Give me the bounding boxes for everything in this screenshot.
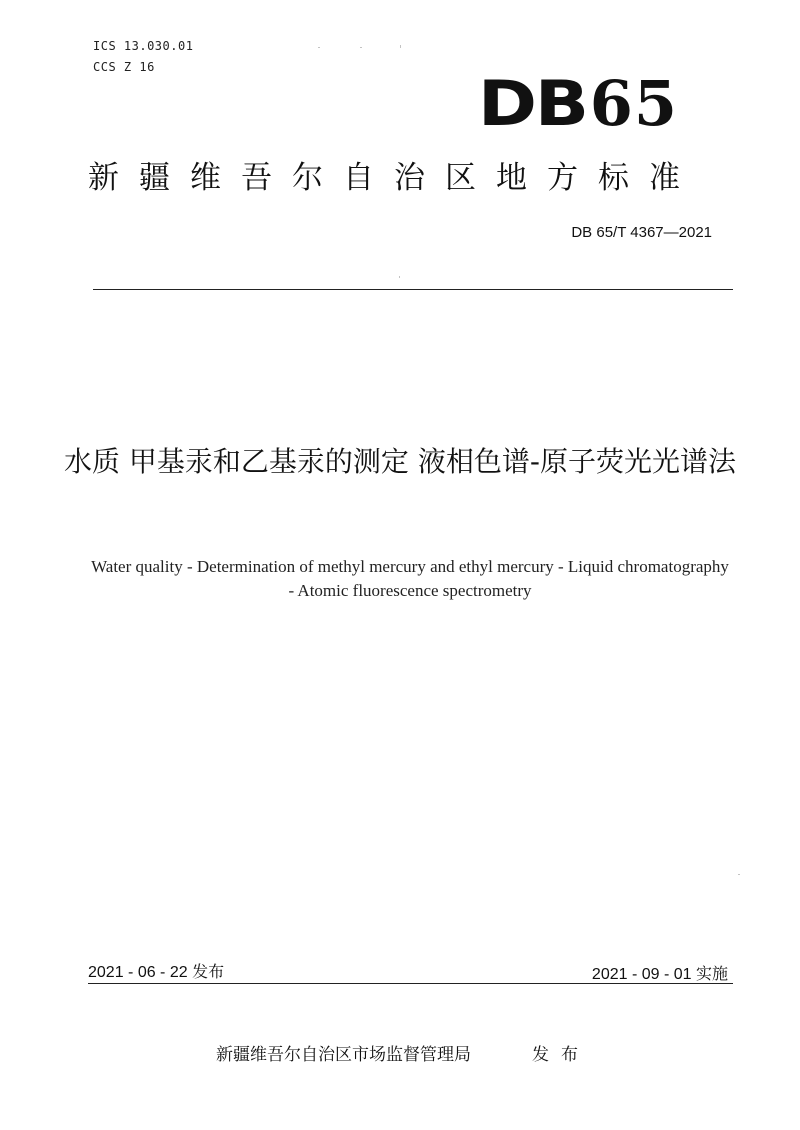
standard-level-heading: 新疆维吾尔自治区地方标准 bbox=[88, 160, 700, 196]
top-divider bbox=[93, 289, 733, 290]
bottom-divider bbox=[88, 983, 733, 984]
issuing-authority: 新疆维吾尔自治区市场监督管理局 bbox=[216, 1045, 471, 1065]
scan-speck bbox=[360, 47, 362, 48]
implementation-date: 2021 - 09 - 01 实施 bbox=[591, 966, 728, 983]
issuer-action: 发布 bbox=[532, 1045, 590, 1065]
scan-speck bbox=[738, 874, 740, 875]
ccs-code: CCS Z 16 bbox=[93, 60, 155, 74]
standard-number: DB 65/T 4367—2021 bbox=[571, 224, 712, 241]
title-english: Water quality - Determination of methyl mercury and ethyl mercury - Liquid chromatography - Atomic fluorescence spectrometry bbox=[91, 557, 729, 600]
issue-date: 2021 - 06 - 22 发布 bbox=[88, 964, 225, 981]
scan-speck bbox=[318, 47, 320, 48]
db-logo-number: 65 bbox=[589, 67, 678, 140]
db-logo-letters: DB bbox=[477, 67, 587, 140]
scan-speck bbox=[399, 276, 400, 278]
db-logo bbox=[477, 67, 678, 140]
title-chinese: 水质 甲基汞和乙基汞的测定 液相色谱-原子荧光光谱法 bbox=[64, 445, 736, 478]
scan-speck bbox=[400, 45, 401, 48]
ics-code: ICS 13.030.01 bbox=[93, 39, 194, 53]
